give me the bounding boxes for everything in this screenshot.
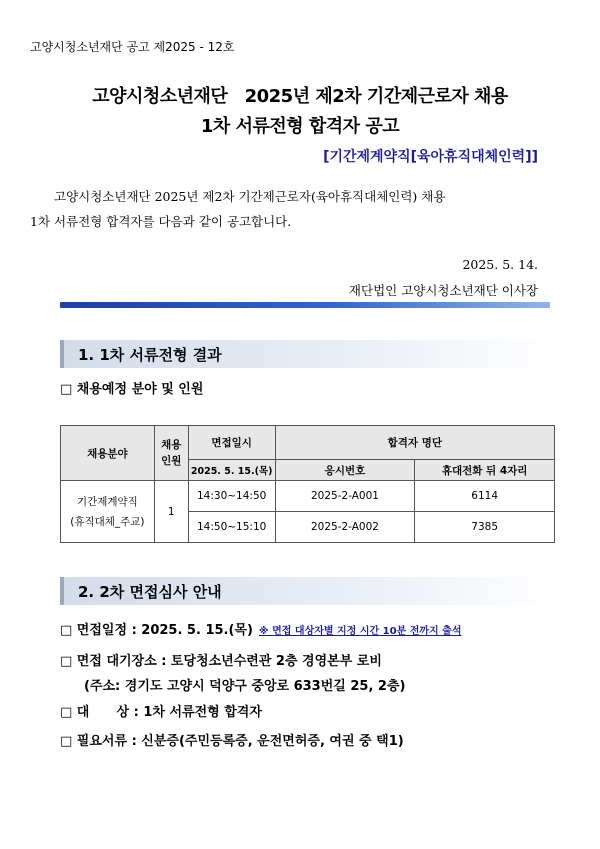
interview-note: ※ 면접 대상자별 지정 시간 10분 전까지 출석: [258, 626, 462, 637]
subtitle: [기간제계약직[육아휴직대체인력]]: [323, 149, 538, 165]
document-number: 고양시청소년재단 공고 제2025 - 12호: [30, 40, 235, 54]
section-1-bullet: □ 채용예정 분야 및 인원: [60, 382, 204, 397]
waiting-place-item: □ 면접 대기장소 : 토당청소년수련관 2층 경영본부 로비: [60, 654, 382, 669]
header-phone: 휴대전화 뒤 4자리: [415, 460, 555, 481]
applicant-number-cell: 2025-2-A001: [275, 481, 415, 512]
count-cell: 1: [154, 481, 188, 543]
announcement-date: 2025. 5. 14.: [462, 257, 538, 272]
category-cell: 기간제계약직 (휴직대체_주교): [61, 481, 155, 543]
applicant-number-cell: 2025-2-A002: [275, 512, 415, 543]
title-line-2: 1차 서류전형 합격자 공고: [200, 116, 400, 137]
address-item: (주소: 경기도 고양시 덕양구 중앙로 633번길 25, 2층): [84, 679, 406, 694]
intro-line-2: 1차 서류전형 합격자를 다음과 같이 공고합니다.: [30, 214, 292, 229]
header-interview-date: 2025. 5. 15.(목): [188, 460, 275, 481]
interview-date-item: [60, 619, 462, 638]
signer: 재단법인 고양시청소년재단 이사장: [348, 283, 538, 298]
header-interview: 면접일시: [188, 426, 275, 460]
intro-paragraph: [30, 184, 565, 234]
interview-date-text: □ 면접일정 : 2025. 5. 15.(목): [60, 623, 253, 638]
documents-item: □ 필요서류 : 신분증(주민등록증, 운전면허증, 여권 중 택1): [60, 734, 404, 749]
phone-cell: 6114: [415, 481, 555, 512]
time-cell: 14:50~15:10: [188, 512, 275, 543]
section-1-heading: 1. 1차 서류전형 결과: [78, 346, 222, 364]
section-2-heading: 2. 2차 면접심사 안내: [78, 583, 222, 601]
intro-line-1: 고양시청소년재단 2025년 제2차 기간제근로자(육아휴직대체인력) 채용: [54, 189, 446, 204]
header-passers: 합격자 명단: [275, 426, 554, 460]
time-cell: 14:30~14:50: [188, 481, 275, 512]
header-field: 채용분야: [61, 426, 155, 481]
title-line-1: 고양시청소년재단 2025년 제2차 기간제근로자 채용: [92, 86, 508, 107]
section-1-header: [60, 340, 554, 368]
header-count: 채용 인원: [154, 426, 188, 481]
header-applicant-no: 응시번호: [275, 460, 415, 481]
target-item: □ 대 상 : 1차 서류전형 합격자: [60, 705, 262, 720]
phone-cell: 7385: [415, 512, 555, 543]
section-2-header: [60, 577, 554, 605]
divider-bar: [60, 302, 550, 308]
table-row: [61, 481, 555, 512]
results-table: [60, 425, 555, 543]
